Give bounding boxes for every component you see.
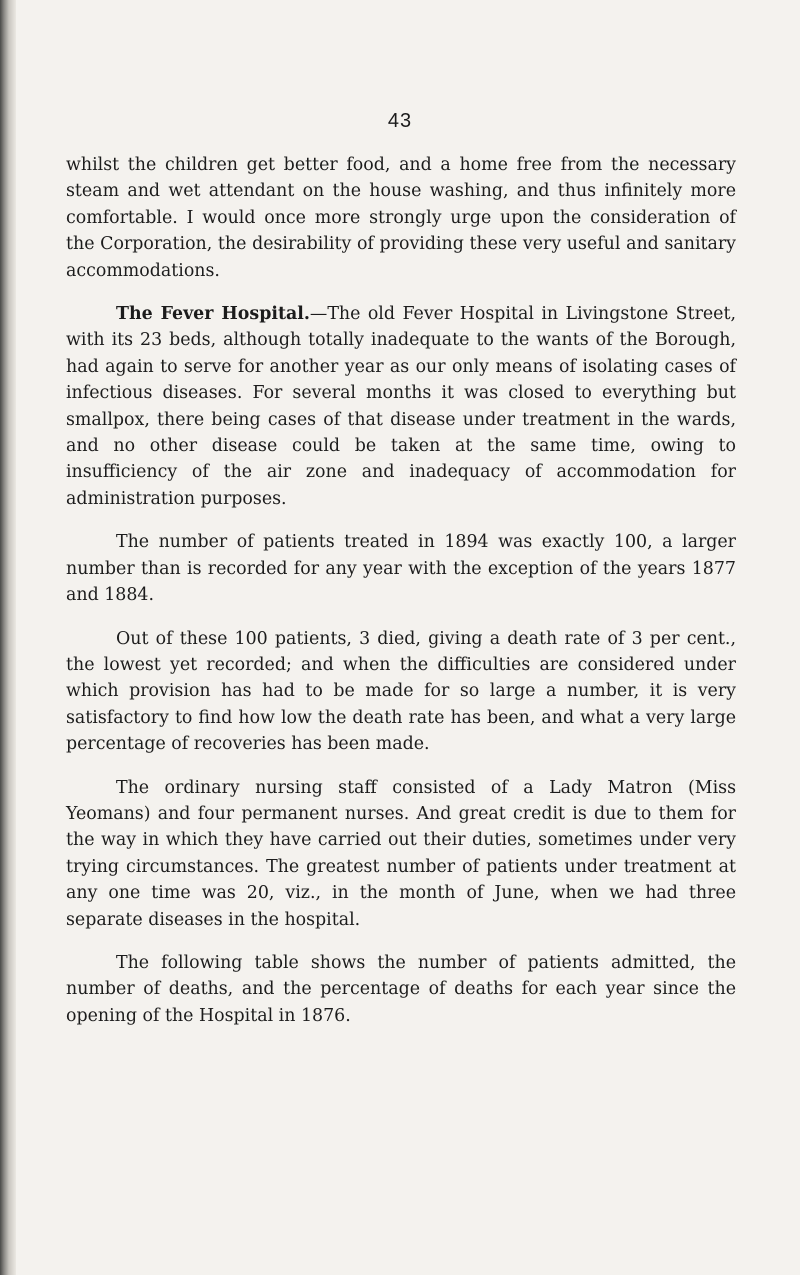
paragraph-nursing-staff: The ordinary nursing staff consisted of a Lady Matron (Miss Yeomans) and four permanent nurses. And great credit is due to them for the way in which they have carried out their duties, sometimes under very trying circumstances. The greatest number of patients under treatment at any one time was 20, viz., in the month of June, when we had three separate diseases in the hospital.	[66, 777, 736, 930]
section-heading-fever-hospital: The Fever Hospital.	[116, 304, 310, 325]
paragraph-table-intro: The following table shows the number of patients admitted, the number of deaths, and the percentage of deaths for each year since the opening of the Hospital in 1876.	[66, 952, 736, 1026]
page-binding-edge	[0, 0, 16, 1275]
paragraph-text: —The old Fever Hospital in Livingstone Street, with its 23 beds, although totally inadequate to the wants of the Borough, had again to serve for another year as our only means of isolating cases of infectious diseases. For several months it was closed to everything but smallpox, there being cases of that disease under treatment in the wards, and no other disease could be taken at the same time, owing to insufficiency of the air zone and inadequacy of accommodation for administration purposes.	[66, 304, 736, 509]
paragraph-patients-treated: The number of patients treated in 1894 was exactly 100, a larger number than is recorded for any year with the exception of the years 1877 and 1884.	[66, 532, 736, 606]
paragraph-death-rate: Out of these 100 patients, 3 died, giving a death rate of 3 per cent., the lowest yet recorded; and when the difficulties are considered under which provision has had to be made for so large a number, it is very satisfactory to find how low the death rate has been, and what a very large percentage of recoveries has been made.	[66, 628, 736, 755]
paragraph-fever-hospital	[66, 301, 736, 512]
page-number: 43	[387, 110, 413, 132]
page-body	[66, 152, 736, 1046]
paragraph-continuation: whilst the children get better food, and a home free from the necessary steam and wet attendant on the house washing, and thus infinitely more comfortable. I would once more strongly urge upon the consideration of the Corporation, the desirability of providing these very useful and sanitary accommodations.	[66, 155, 736, 281]
